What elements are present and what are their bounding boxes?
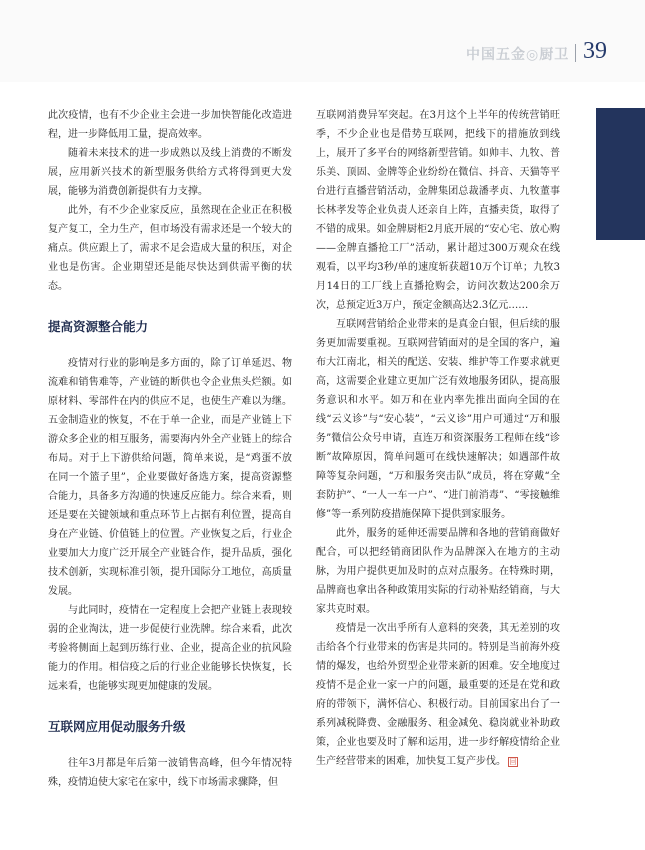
left-column [48, 106, 292, 792]
page-header [0, 0, 645, 82]
section-heading: 提高资源整合能力 [48, 319, 149, 334]
paragraph: 疫情对行业的影响是多方面的，除了订单延迟、物流难和销售难等，产业链的断供也令企业焦头烂额。如原材料、零部件在内的供应不足，也使生产难以为继。五金制造业的恢复，不在于单一企业，而是产业链上下游众多企业的相互服务，需要海内外全产业链上的综合布局。对于上下游供给问题，简单来说，是“鸡蛋不放在同一个篮子里”，企业要做好备选方案，提高资源整合能力，具备多方沟通的快速反应能力。综合来看，则还是要在关键领域和重点环节上占据有利位置，提高自身在产业链、价值链上的位置。产业恢复之后，行业企业要加大力度广泛开展全产业链合作，提升品质，强化技术创新，实现标准引领，提升国际分工地位，高质量发展。 [48, 358, 292, 597]
right-column [316, 106, 560, 771]
paragraph-last [316, 619, 560, 771]
page-number: 39 [583, 38, 607, 64]
paragraph: 此次疫情，也有不少企业主会进一步加快智能化改造进程，进一步降低用工量，提高效率。 [48, 110, 292, 140]
paragraph-text: 疫情是一次出乎所有人意料的突袭，其无差别的攻击给各个行业带来的伤害是共同的。特别是当前海外疫情的爆发，也给外贸型企业带来新的困难。安全地度过疫情不是企业一家一户的问题，最重要的还是在党和政府的带领下，满怀信心、积极行动。目前国家出台了一系列减税降费、金融服务、租金减免、稳岗就业补助政策，企业也要及时了解和运用，进一步纾解疫情给企业生产经营带来的困难，加快复工复产步伐。 [316, 623, 560, 767]
paragraph: 与此同时，疫情在一定程度上会把产业链上表现较弱的企业淘汰，进一步促使行业洗牌。综合来看，此次考验将侧面上起到历练行业、企业，提高企业的抗风险能力的作用。相信疫之后的行业企业能够长快恢复，长远来看，也能够实现更加健康的发展。 [48, 605, 292, 692]
article-end-icon: 回 [509, 757, 517, 766]
section-heading: 互联网应用促动服务升级 [48, 719, 186, 734]
header-divider [575, 44, 576, 62]
paragraph: 互联网营销给企业带来的是真金白银，但后续的服务更加需要重视。互联网营销面对的是全国的客户，遍布大江南北，相关的配送、安装、维护等工作要求就更高，这需要企业建立更加广泛有效地服务团队，提高服务意识和水平。如万和在业内率先推出面向全国的在线“云义诊”与“安心装”，“云义诊”用户可通过“万和服务”微信公众号申请，直连万和资深服务工程师在线“诊断”故障原因，简单问题可在线快速解决；如遇部件故障等复杂问题，“万和服务突击队”成员，将在穿戴“全套防护”、“一人一车一户”、“进门前消毒”、“零接触维修”等一系列防疫措施保障下提供到家服务。 [316, 319, 560, 520]
side-color-tab [596, 108, 645, 240]
paragraph: 此外，有不少企业家反应，虽然现在企业正在积极复产复工，全力生产，但市场没有需求还是一个较大的痛点。供应跟上了，需求不足会造成大量的积压，对企业也是伤害。企业期望还是能尽快达到供需平衡的状态。 [48, 205, 292, 292]
paragraph: 随着未来技术的进一步成熟以及线上消费的不断发展，应用新兴技术的新型服务供给方式将得到更大发展，能够为消费创新提供有力支撑。 [48, 148, 292, 197]
magazine-brand: 中国五金◎厨卫 [466, 47, 570, 63]
paragraph: 往年3月都是年后第一波销售高峰，但今年情况特殊，疫情迫使大家宅在家中，线下市场需求骤降，但 [48, 758, 292, 788]
paragraph: 此外，服务的延伸还需要品牌和各地的营销商做好配合，可以把经销商团队作为品牌深入在地方的主动脉，为用户提供更加及时的点对点服务。在特殊时期，品牌商也拿出各种政策用实际的行动补贴经销商，与大家共克时艰。 [316, 528, 560, 615]
paragraph: 互联网消费异军突起。在3月这个上半年的传统营销旺季，不少企业也是借势互联网，把线下的措施放到线上，展开了多平台的网络新型营销。如帅丰、九牧、普乐美、顶固、金牌等企业纷纷在微信、抖音、天猫等平台进行直播营销活动，金牌集团总裁潘孝贞、九牧董事长林孝发等企业负责人还亲自上阵，直播卖货，取得了不错的成果。如金牌厨柜2月底开展的“安心宅、放心购——金牌直播抢工厂”活动，累计超过300万观众在线观看，以平均3秒/单的速度斩获超10万个订单；九牧3月14日的工厂线上直播抢购会，访问次数达200余万次，总预定近3万户，预定金额高达2.3亿元…… [316, 110, 560, 311]
